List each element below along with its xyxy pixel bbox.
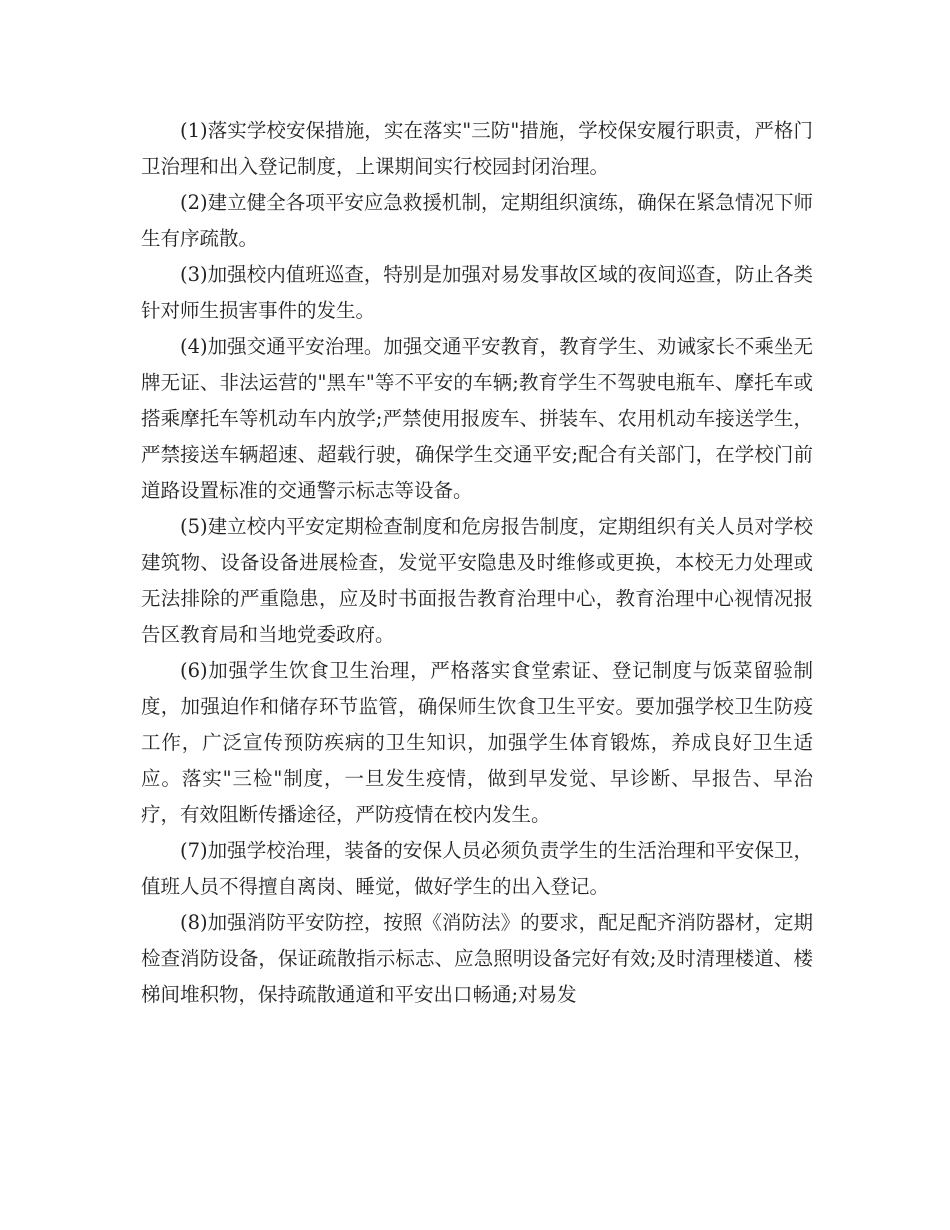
paragraph-2: (2)建立健全各项平安应急救援机制，定期组织演练，确保在紧急情况下师生有序疏散。 xyxy=(141,191,813,250)
paragraph-7: (7)加强学校治理，装备的安保人员必须负责学生的生活治理和平安保卫，值班人员不得擅自离岗、睡觉，做好学生的出入登记。 xyxy=(141,839,813,898)
paragraph-8: (8)加强消防平安防控，按照《消防法》的要求，配足配齐消防器材，定期检查消防设备，保证疏散指示标志、应急照明设备完好有效;及时清理楼道、楼梯间堆积物，保持疏散通道和平安出口畅通;对易发 xyxy=(141,911,813,1006)
paragraph-4: (4)加强交通平安治理。加强交通平安教育，教育学生、劝诫家长不乘坐无牌无证、非法运营的"黑车"等不平安的车辆;教育学生不驾驶电瓶车、摩托车或搭乘摩托车等机动车内放学;严禁使用报废车、拼装车、农用机动车接送学生，严禁接送车辆超速、超载行驶，确保学生交通平安;配合有关部门，在学校门前道路设置标准的交通警示标志等设备。 xyxy=(141,335,813,502)
paragraph-6: (6)加强学生饮食卫生治理，严格落实食堂索证、登记制度与饭菜留验制度，加强迫作和储存环节监管，确保师生饮食卫生平安。要加强学校卫生防疫工作，广泛宣传预防疾病的卫生知识，加强学生体育锻炼，养成良好卫生适应。落实"三检"制度，一旦发生疫情，做到早发觉、早诊断、早报告、早治疗，有效阻断传播途径，严防疫情在校内发生。 xyxy=(141,659,813,826)
paragraph-1: (1)落实学校安保措施，实在落实"三防"措施，学校保安履行职责，严格门卫治理和出入登记制度，上课期间实行校园封闭治理。 xyxy=(141,119,813,178)
paragraph-3: (3)加强校内值班巡查，特别是加强对易发事故区域的夜间巡查，防止各类针对师生损害事件的发生。 xyxy=(141,263,813,322)
paragraph-5: (5)建立校内平安定期检查制度和危房报告制度，定期组织有关人员对学校建筑物、设备设备进展检查，发觉平安隐患及时维修或更换，本校无力处理或无法排除的严重隐患，应及时书面报告教育治理中心，教育治理中心视情况报告区教育局和当地党委政府。 xyxy=(141,515,813,646)
document-body xyxy=(141,113,813,1013)
